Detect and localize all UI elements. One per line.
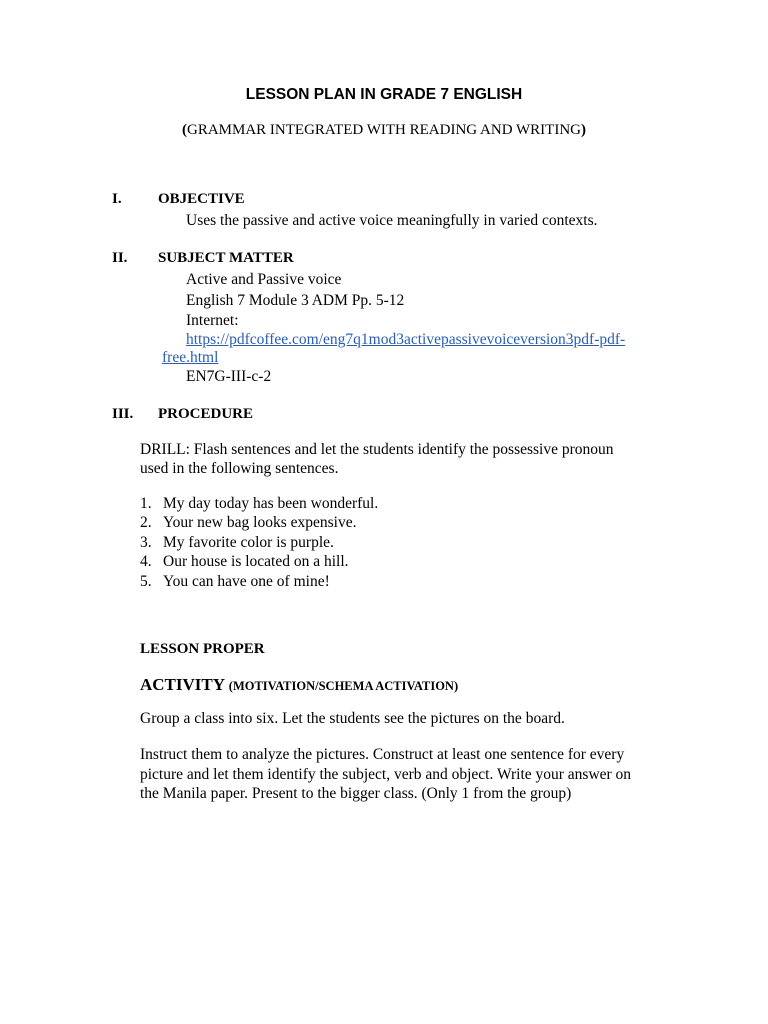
list-item-text: My favorite color is purple.: [163, 534, 334, 551]
document-subtitle: [0, 122, 768, 139]
list-item-number: 5.: [140, 573, 152, 590]
subject-matter-line-internet: Internet:: [186, 312, 239, 329]
internet-link-line-1[interactable]: https://pdfcoffee.com/eng7q1mod3activepassivevoiceversion3pdf-pdf-: [186, 331, 626, 348]
section-heading-subject-matter: SUBJECT MATTER: [158, 250, 294, 266]
activity-heading: [140, 675, 458, 695]
instruction-line-1: Instruct them to analyze the pictures. Construct at least one sentence for every: [140, 746, 625, 763]
instruction-line-2: picture and let them identify the subject, verb and object. Write your answer on: [140, 766, 632, 783]
subject-matter-line-topic: Active and Passive voice: [186, 271, 342, 288]
list-item-text: Our house is located on a hill.: [163, 553, 349, 570]
list-item-text: Your new bag looks expensive.: [163, 514, 357, 531]
group-instruction: Group a class into six. Let the students see the pictures on the board.: [140, 710, 565, 727]
competency-code: EN7G-III-c-2: [186, 368, 272, 385]
list-item: [140, 534, 334, 552]
list-item: [140, 573, 330, 591]
list-item-number: 4.: [140, 553, 152, 570]
list-item-number: 3.: [140, 534, 152, 551]
list-item-number: 1.: [140, 495, 152, 512]
drill-line-2: used in the following sentences.: [140, 460, 339, 477]
internet-link-line-2[interactable]: free.html: [162, 349, 219, 366]
lesson-proper-heading: LESSON PROPER: [140, 641, 265, 657]
list-item-text: You can have one of mine!: [163, 573, 330, 590]
section-heading-procedure: PROCEDURE: [158, 406, 254, 422]
section-number-subject-matter: II.: [112, 250, 128, 266]
section-number-procedure: III.: [112, 406, 134, 422]
list-item: [140, 514, 356, 532]
list-item-text: My day today has been wonderful.: [163, 495, 379, 512]
instruction-line-3: the Manila paper. Present to the bigger class. (Only 1 from the group): [140, 785, 572, 802]
objective-text: Uses the passive and active voice meaningfully in varied contexts.: [186, 212, 598, 229]
list-item-number: 2.: [140, 514, 152, 531]
section-number-objective: I.: [112, 191, 122, 207]
activity-subtitle: (MOTIVATION/SCHEMA ACTIVATION): [228, 679, 459, 693]
list-item: [140, 495, 378, 513]
section-heading-objective: OBJECTIVE: [158, 191, 245, 207]
subtitle-text: GRAMMAR INTEGRATED WITH READING AND WRITING: [187, 122, 581, 138]
subject-matter-line-module: English 7 Module 3 ADM Pp. 5-12: [186, 292, 405, 309]
list-item: [140, 553, 349, 571]
activity-label: ACTIVITY: [140, 675, 226, 694]
subtitle-close-paren: ): [581, 122, 586, 138]
subtitle-open-paren: (: [182, 122, 187, 138]
document-title: LESSON PLAN IN GRADE 7 ENGLISH: [245, 86, 523, 103]
drill-line-1: DRILL: Flash sentences and let the students identify the possessive pronoun: [140, 441, 614, 458]
